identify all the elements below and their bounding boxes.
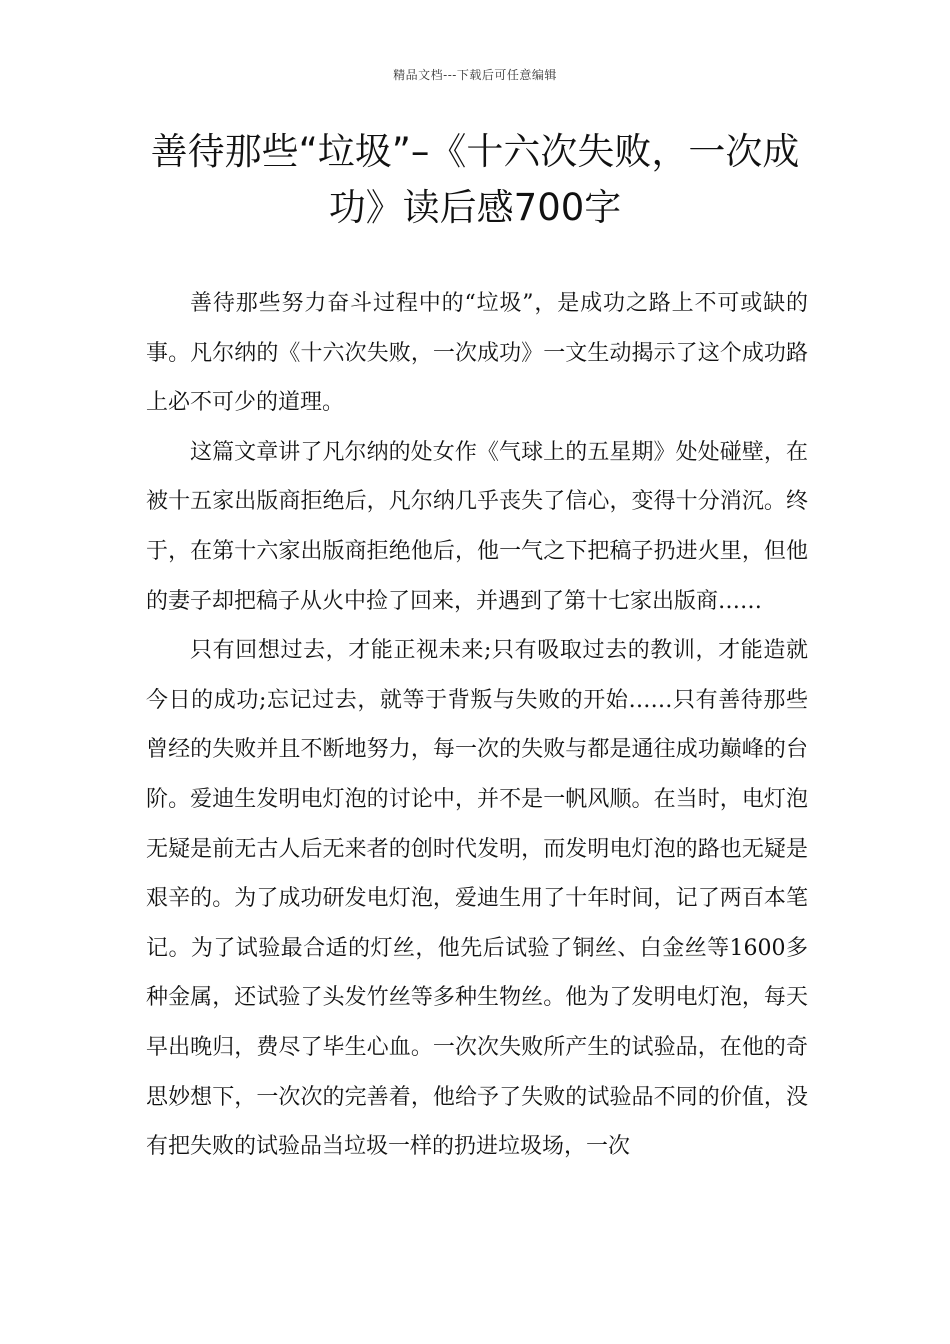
paragraph: 这篇文章讲了凡尔纳的处女作《气球上的五星期》处处碰壁，在被十五家出版商拒绝后，凡尔纳几乎丧失了信心，变得十分消沉。终于，在第十六家出版商拒绝他后，他一气之下把稿子扔进火里，但他的妻子却把稿子从火中捡了回来，并遇到了第十七家出版商…… <box>146 439 808 614</box>
paragraph: 善待那些努力奋斗过程中的“垃圾”，是成功之路上不可或缺的事。凡尔纳的《十六次失败，一次成功》一文生动揭示了这个成功路上必不可少的道理。 <box>146 291 808 416</box>
document-title: 善待那些“垃圾”–《十六次失败，一次成功》读后感700字 <box>150 130 800 229</box>
header-note: 精品文档---下载后可任意编辑 <box>393 68 557 82</box>
document-body <box>146 279 808 1172</box>
paragraph: 只有回想过去，才能正视未来;只有吸取过去的教训，才能造就今日的成功;忘记过去，就等于背叛与失败的开始……只有善待那些曾经的失败并且不断地努力，每一次的失败与都是通往成功巅峰的台阶。爱迪生发明电灯泡的讨论中，并不是一帆风顺。在当时，电灯泡无疑是前无古人后无来者的创时代发明，而发明电灯泡的路也无疑是艰辛的。为了成功研发电灯泡，爱迪生用了十年时间，记了两百本笔记。为了试验最合适的灯丝，他先后试验了铜丝、白金丝等1600多种金属，还试验了头发竹丝等多种生物丝。他为了发明电灯泡，每天早出晚归，费尽了毕生心血。一次次失败所产生的试验品，在他的奇思妙想下，一次次的完善着，他给予了失败的试验品不同的价值，没有把失败的试验品当垃圾一样的扔进垃圾场，一次 <box>146 638 808 1160</box>
